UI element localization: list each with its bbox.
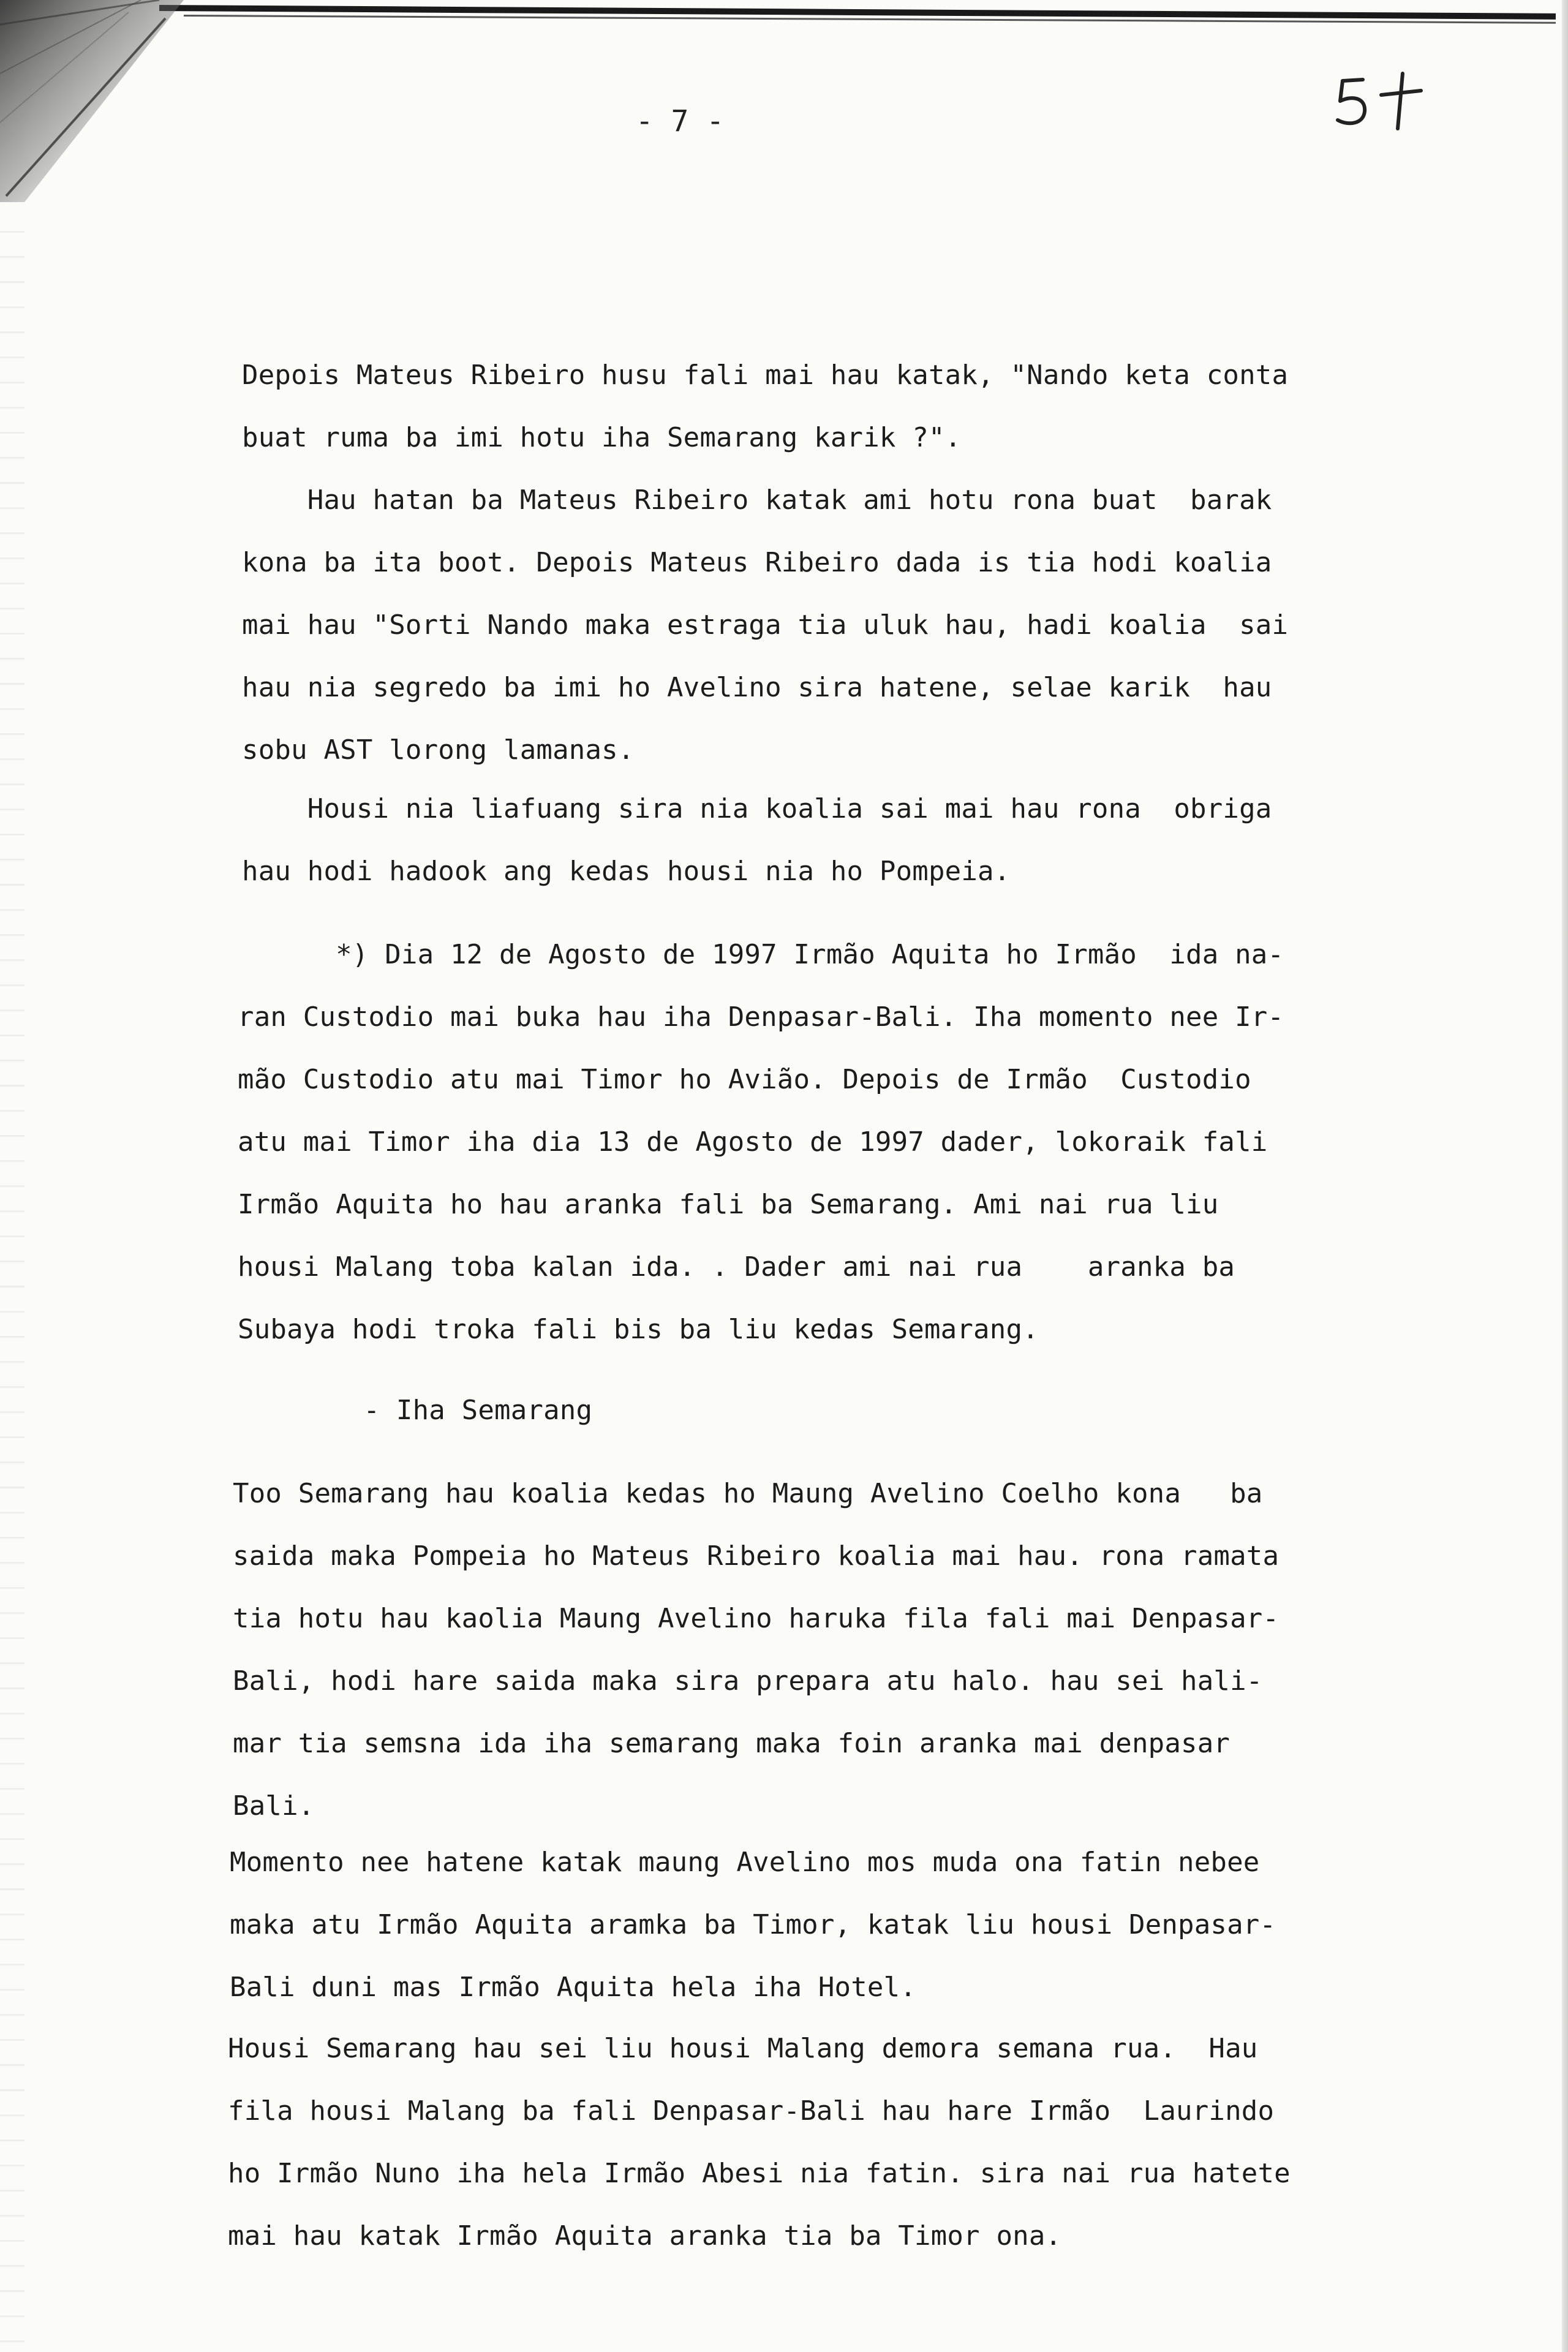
text-line: ho Irmão Nuno iha hela Irmão Abesi nia fatin. sira nai rua hatete <box>228 2158 1291 2189</box>
text-line: atu mai Timor iha dia 13 de Agosto de 1997 dader, lokoraik fali <box>238 1126 1268 1158</box>
text-line: hau nia segredo ba imi ho Avelino sira hatene, selae karik hau <box>242 672 1272 703</box>
text-line: Bali duni mas Irmão Aquita hela iha Hotel. <box>230 1972 916 2003</box>
text-line: mão Custodio atu mai Timor ho Avião. Depois de Irmão Custodio <box>238 1064 1251 1095</box>
text-line: maka atu Irmão Aquita aramka ba Timor, katak liu housi Denpasar- <box>230 1909 1276 1940</box>
scan-corner-shadow <box>0 0 196 208</box>
text-line: Housi nia liafuang sira nia koalia sai mai hau rona obriga <box>242 793 1272 824</box>
text-line: mai hau katak Irmão Aquita aranka tia ba Timor ona. <box>228 2220 1062 2252</box>
text-line: Hau hatan ba Mateus Ribeiro katak ami hotu rona buat barak <box>242 484 1272 516</box>
text-line: tia hotu hau kaolia Maung Avelino haruka fila fali mai Denpasar- <box>233 1603 1280 1634</box>
paragraph-4 <box>238 861 1284 1361</box>
text-line: Too Semarang hau koalia kedas ho Maung Avelino Coelho kona ba <box>233 1478 1263 1509</box>
text-line: housi Malang toba kalan ida. . Dader ami nai rua aranka ba <box>238 1251 1235 1283</box>
text-line: fila housi Malang ba fali Denpasar-Bali hau hare Irmão Laurindo <box>228 2095 1275 2127</box>
text-line: Subaya hodi troka fali bis ba liu kedas Semarang. <box>238 1314 1039 1345</box>
text-line: kona ba ita boot. Depois Mateus Ribeiro dada is tia hodi koalia <box>242 547 1272 578</box>
text-line: Housi Semarang hau sei liu housi Malang demora semana rua. Hau <box>228 2033 1258 2064</box>
text-line: Momento nee hatene katak maung Avelino mos muda ona fatin nebee <box>230 1847 1260 1878</box>
text-line: Depois Mateus Ribeiro husu fali mai hau katak, "Nando keta conta <box>242 360 1289 391</box>
text-line: ran Custodio mai buka hau iha Denpasar-Bali. Iha momento nee Ir- <box>238 1001 1284 1033</box>
paragraph-7 <box>228 1955 1291 2267</box>
scan-edge-right <box>1562 0 1568 2352</box>
text-line: Bali. <box>233 1790 315 1822</box>
scan-margin-specks <box>0 208 24 2352</box>
text-line: mai hau "Sorti Nando maka estraga tia uluk hau, hadi koalia sai <box>242 609 1289 641</box>
text-line: Irmão Aquita ho hau aranka fali ba Semarang. Ami nai rua liu <box>238 1189 1219 1220</box>
text-line: - Iha Semarang <box>233 1395 593 1426</box>
text-line: mar tia semsna ida iha semarang maka foin aranka mai denpasar <box>233 1728 1231 1759</box>
text-line: *) Dia 12 de Agosto de 1997 Irmão Aquita ho Irmão ida na- <box>238 939 1284 970</box>
text-line: Bali, hodi hare saida maka sira prepara atu halo. hau sei hali- <box>233 1665 1263 1697</box>
text-line: buat ruma ba imi hotu iha Semarang karik ?". <box>242 422 962 453</box>
handwritten-folio-57 <box>1329 67 1433 135</box>
text-line: saida maka Pompeia ho Mateus Ribeiro koalia mai hau. rona ramata <box>233 1540 1280 1572</box>
text-line: sobu AST lorong lamanas. <box>242 734 635 766</box>
page-number: - 7 - <box>635 104 725 138</box>
text-line: hau hodi hadook ang kedas housi nia ho Pompeia. <box>242 856 1011 887</box>
